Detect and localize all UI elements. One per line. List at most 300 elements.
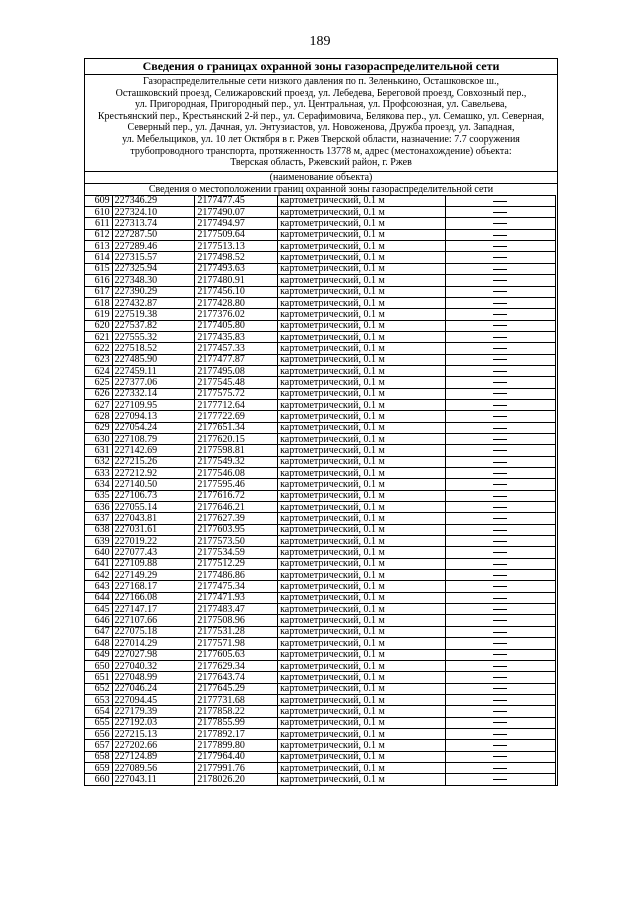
description-cell bbox=[445, 331, 555, 342]
description-cell bbox=[445, 218, 555, 229]
coordinate-y: 2177405.80 bbox=[195, 320, 278, 331]
table-row bbox=[85, 422, 556, 433]
dash-mark bbox=[493, 654, 507, 655]
measurement-method: картометрический, 0.1 м bbox=[278, 354, 446, 365]
point-number: 639 bbox=[85, 536, 113, 547]
coordinate-x: 227179.39 bbox=[112, 706, 195, 717]
dash-mark bbox=[493, 688, 507, 689]
description-cell bbox=[445, 581, 555, 592]
dash-mark bbox=[493, 223, 507, 224]
point-number: 645 bbox=[85, 604, 113, 615]
point-number: 632 bbox=[85, 456, 113, 467]
coordinate-x: 227048.99 bbox=[112, 672, 195, 683]
measurement-method: картометрический, 0.1 м bbox=[278, 445, 446, 456]
coordinate-x: 227031.61 bbox=[112, 524, 195, 535]
dash-mark bbox=[493, 314, 507, 315]
dash-mark bbox=[493, 212, 507, 213]
measurement-method: картометрический, 0.1 м bbox=[278, 740, 446, 751]
point-number: 622 bbox=[85, 343, 113, 354]
coordinate-y: 2177509.64 bbox=[195, 229, 278, 240]
table-row bbox=[85, 354, 556, 365]
dash-mark bbox=[493, 246, 507, 247]
measurement-method: картометрический, 0.1 м bbox=[278, 331, 446, 342]
measurement-method: картометрический, 0.1 м bbox=[278, 728, 446, 739]
coordinate-y: 2177428.80 bbox=[195, 297, 278, 308]
coordinate-y: 2177598.81 bbox=[195, 445, 278, 456]
dash-mark bbox=[493, 235, 507, 236]
dash-mark bbox=[493, 598, 507, 599]
coordinate-y: 2177495.08 bbox=[195, 365, 278, 376]
location-header: Сведения о местоположении границ охранной зоны газораспределительной сети bbox=[85, 183, 557, 195]
coordinate-y: 2177480.91 bbox=[195, 275, 278, 286]
coordinate-x: 227168.17 bbox=[112, 581, 195, 592]
description-line: ул. Мебельщиков, ул. 10 лет Октября в г. Ржев Тверской области, назначение: 7.7 сооружения bbox=[122, 133, 520, 145]
description-cell bbox=[445, 286, 555, 297]
coordinate-x: 227459.11 bbox=[112, 365, 195, 376]
table-row bbox=[85, 309, 556, 320]
description-cell bbox=[445, 445, 555, 456]
measurement-method: картометрический, 0.1 м bbox=[278, 694, 446, 705]
description-cell bbox=[445, 263, 555, 274]
point-number: 658 bbox=[85, 751, 113, 762]
coordinate-x: 227287.50 bbox=[112, 229, 195, 240]
description-cell bbox=[445, 649, 555, 660]
measurement-method: картометрический, 0.1 м bbox=[278, 320, 446, 331]
dash-mark bbox=[493, 382, 507, 383]
point-number: 611 bbox=[85, 218, 113, 229]
coordinate-x: 227147.17 bbox=[112, 604, 195, 615]
coordinate-x: 227040.32 bbox=[112, 660, 195, 671]
measurement-method: картометрический, 0.1 м bbox=[278, 513, 446, 524]
description-cell bbox=[445, 547, 555, 558]
point-number: 634 bbox=[85, 479, 113, 490]
coordinate-x: 227089.56 bbox=[112, 762, 195, 773]
table-row bbox=[85, 275, 556, 286]
table-row bbox=[85, 672, 556, 683]
coordinate-y: 2177549.32 bbox=[195, 456, 278, 467]
dash-mark bbox=[493, 734, 507, 735]
point-number: 641 bbox=[85, 558, 113, 569]
table-row bbox=[85, 490, 556, 501]
measurement-method: картометрический, 0.1 м bbox=[278, 660, 446, 671]
coordinate-x: 227390.29 bbox=[112, 286, 195, 297]
coordinate-y: 2177629.34 bbox=[195, 660, 278, 671]
coordinate-y: 2177616.72 bbox=[195, 490, 278, 501]
point-number: 638 bbox=[85, 524, 113, 535]
coordinate-x: 227289.46 bbox=[112, 241, 195, 252]
table-row bbox=[85, 388, 556, 399]
coordinate-x: 227094.13 bbox=[112, 411, 195, 422]
point-number: 637 bbox=[85, 513, 113, 524]
description-cell bbox=[445, 660, 555, 671]
dash-mark bbox=[493, 393, 507, 394]
point-number: 610 bbox=[85, 207, 113, 218]
description-cell bbox=[445, 762, 555, 773]
measurement-method: картометрический, 0.1 м bbox=[278, 502, 446, 513]
coordinate-x: 227485.90 bbox=[112, 354, 195, 365]
coordinate-y: 2177513.13 bbox=[195, 241, 278, 252]
measurement-method: картометрический, 0.1 м bbox=[278, 592, 446, 603]
dash-mark bbox=[493, 348, 507, 349]
coordinate-x: 227108.79 bbox=[112, 433, 195, 444]
coordinate-x: 227106.73 bbox=[112, 490, 195, 501]
coordinate-y: 2177645.29 bbox=[195, 683, 278, 694]
coordinate-x: 227215.13 bbox=[112, 728, 195, 739]
table-row bbox=[85, 320, 556, 331]
measurement-method: картометрический, 0.1 м bbox=[278, 207, 446, 218]
point-number: 629 bbox=[85, 422, 113, 433]
coordinate-y: 2177475.34 bbox=[195, 581, 278, 592]
measurement-method: картометрический, 0.1 м bbox=[278, 229, 446, 240]
measurement-method: картометрический, 0.1 м bbox=[278, 717, 446, 728]
point-number: 647 bbox=[85, 626, 113, 637]
coordinate-x: 227142.69 bbox=[112, 445, 195, 456]
measurement-method: картометрический, 0.1 м bbox=[278, 195, 446, 206]
dash-mark bbox=[493, 405, 507, 406]
object-name-label: (наименование объекта) bbox=[85, 171, 557, 183]
table-row bbox=[85, 468, 556, 479]
measurement-method: картометрический, 0.1 м bbox=[278, 343, 446, 354]
measurement-method: картометрический, 0.1 м bbox=[278, 706, 446, 717]
table-row bbox=[85, 536, 556, 547]
point-number: 636 bbox=[85, 502, 113, 513]
point-number: 648 bbox=[85, 638, 113, 649]
dash-mark bbox=[493, 337, 507, 338]
dash-mark bbox=[493, 722, 507, 723]
dash-mark bbox=[493, 643, 507, 644]
point-number: 640 bbox=[85, 547, 113, 558]
dash-mark bbox=[493, 201, 507, 202]
coordinate-y: 2177512.29 bbox=[195, 558, 278, 569]
coordinate-y: 2177494.97 bbox=[195, 218, 278, 229]
table-row bbox=[85, 626, 556, 637]
table-row bbox=[85, 263, 556, 274]
coordinate-y: 2177498.52 bbox=[195, 252, 278, 263]
description-cell bbox=[445, 252, 555, 263]
point-number: 642 bbox=[85, 570, 113, 581]
measurement-method: картометрический, 0.1 м bbox=[278, 399, 446, 410]
table-row bbox=[85, 456, 556, 467]
coordinate-y: 2177899.80 bbox=[195, 740, 278, 751]
table-row bbox=[85, 751, 556, 762]
measurement-method: картометрический, 0.1 м bbox=[278, 252, 446, 263]
description-cell bbox=[445, 751, 555, 762]
page-number: 189 bbox=[309, 34, 331, 49]
description-cell bbox=[445, 728, 555, 739]
coordinate-x: 227332.14 bbox=[112, 388, 195, 399]
dash-mark bbox=[493, 371, 507, 372]
dash-mark bbox=[493, 303, 507, 304]
coordinate-x: 227046.24 bbox=[112, 683, 195, 694]
dash-mark bbox=[493, 756, 507, 757]
coordinate-x: 227315.57 bbox=[112, 252, 195, 263]
coordinate-y: 2177605.63 bbox=[195, 649, 278, 660]
table-row bbox=[85, 592, 556, 603]
measurement-method: картометрический, 0.1 м bbox=[278, 309, 446, 320]
table-row bbox=[85, 740, 556, 751]
description-cell bbox=[445, 604, 555, 615]
coordinate-y: 2177493.63 bbox=[195, 263, 278, 274]
description-cell bbox=[445, 615, 555, 626]
point-number: 620 bbox=[85, 320, 113, 331]
table-row bbox=[85, 241, 556, 252]
coordinate-x: 227212.92 bbox=[112, 468, 195, 479]
coordinate-x: 227055.14 bbox=[112, 502, 195, 513]
dash-mark bbox=[493, 564, 507, 565]
table-row bbox=[85, 513, 556, 524]
description-cell bbox=[445, 365, 555, 376]
measurement-method: картометрический, 0.1 м bbox=[278, 479, 446, 490]
description-cell bbox=[445, 592, 555, 603]
coordinate-x: 227215.26 bbox=[112, 456, 195, 467]
table-row bbox=[85, 411, 556, 422]
measurement-method: картометрический, 0.1 м bbox=[278, 241, 446, 252]
table-row bbox=[85, 399, 556, 410]
description-cell bbox=[445, 638, 555, 649]
dash-mark bbox=[493, 530, 507, 531]
point-number: 613 bbox=[85, 241, 113, 252]
measurement-method: картометрический, 0.1 м bbox=[278, 762, 446, 773]
dash-mark bbox=[493, 507, 507, 508]
table-row bbox=[85, 558, 556, 569]
coordinate-x: 227124.89 bbox=[112, 751, 195, 762]
coordinate-y: 2177546.08 bbox=[195, 468, 278, 479]
coordinate-y: 2177531.28 bbox=[195, 626, 278, 637]
coordinate-x: 227555.32 bbox=[112, 331, 195, 342]
description-cell bbox=[445, 536, 555, 547]
description-line: ул. Пригородная, Пригородный пер., ул. Центральная, ул. Профсоюзная, ул. Савельева, bbox=[135, 99, 507, 111]
table-row bbox=[85, 286, 556, 297]
coordinate-y: 2177643.74 bbox=[195, 672, 278, 683]
point-number: 621 bbox=[85, 331, 113, 342]
table-row bbox=[85, 433, 556, 444]
description-line: трубопроводного транспорта, протяженность 13778 м, адрес (местонахождение) объекта: bbox=[130, 145, 512, 157]
description-cell bbox=[445, 513, 555, 524]
coordinate-y: 2177731.68 bbox=[195, 694, 278, 705]
measurement-method: картометрический, 0.1 м bbox=[278, 377, 446, 388]
coordinate-y: 2177892.17 bbox=[195, 728, 278, 739]
measurement-method: картометрический, 0.1 м bbox=[278, 638, 446, 649]
dash-mark bbox=[493, 586, 507, 587]
dash-mark bbox=[493, 257, 507, 258]
dash-mark bbox=[493, 666, 507, 667]
coordinate-y: 2177534.59 bbox=[195, 547, 278, 558]
coordinate-y: 2177376.02 bbox=[195, 309, 278, 320]
coordinate-x: 227043.11 bbox=[112, 774, 195, 785]
coordinate-y: 2177855.99 bbox=[195, 717, 278, 728]
coordinate-y: 2177858.22 bbox=[195, 706, 278, 717]
point-number: 628 bbox=[85, 411, 113, 422]
table-row bbox=[85, 660, 556, 671]
measurement-method: картометрический, 0.1 м bbox=[278, 297, 446, 308]
coordinate-x: 227109.88 bbox=[112, 558, 195, 569]
coordinate-x: 227107.66 bbox=[112, 615, 195, 626]
description-line: Тверская область, Ржевский район, г. Ржев bbox=[230, 157, 412, 169]
document-title: Сведения о границах охранной зоны газораспределительной сети bbox=[85, 59, 557, 75]
coordinate-x: 227027.98 bbox=[112, 649, 195, 660]
coordinate-x: 227325.94 bbox=[112, 263, 195, 274]
description-cell bbox=[445, 717, 555, 728]
description-line: Крестьянский пер., Крестьянский 2-й пер., ул. Серафимовича, Белякова пер., ул. Семашко, ул. Северная, bbox=[97, 110, 545, 122]
dash-mark bbox=[493, 632, 507, 633]
measurement-method: картометрический, 0.1 м bbox=[278, 263, 446, 274]
dash-mark bbox=[493, 416, 507, 417]
description-cell bbox=[445, 343, 555, 354]
measurement-method: картометрический, 0.1 м bbox=[278, 468, 446, 479]
measurement-method: картометрический, 0.1 м bbox=[278, 536, 446, 547]
dash-mark bbox=[493, 325, 507, 326]
coordinate-x: 227519.38 bbox=[112, 309, 195, 320]
coordinate-x: 227149.29 bbox=[112, 570, 195, 581]
description-line: Газораспределительные сети низкого давления по п. Зеленькино, Осташковское ш., bbox=[143, 76, 499, 87]
measurement-method: картометрический, 0.1 м bbox=[278, 490, 446, 501]
point-number: 651 bbox=[85, 672, 113, 683]
coordinate-y: 2178026.20 bbox=[195, 774, 278, 785]
coordinate-y: 2177471.93 bbox=[195, 592, 278, 603]
coordinate-x: 227348.30 bbox=[112, 275, 195, 286]
measurement-method: картометрический, 0.1 м bbox=[278, 751, 446, 762]
dash-mark bbox=[493, 745, 507, 746]
coordinate-x: 227166.08 bbox=[112, 592, 195, 603]
description-cell bbox=[445, 479, 555, 490]
measurement-method: картометрический, 0.1 м bbox=[278, 433, 446, 444]
coordinate-x: 227192.03 bbox=[112, 717, 195, 728]
coordinate-x: 227346.29 bbox=[112, 195, 195, 206]
description-cell bbox=[445, 241, 555, 252]
coordinate-x: 227377.06 bbox=[112, 377, 195, 388]
coordinate-x: 227077.43 bbox=[112, 547, 195, 558]
coordinate-y: 2177603.95 bbox=[195, 524, 278, 535]
table-row bbox=[85, 479, 556, 490]
table-row bbox=[85, 229, 556, 240]
description-cell bbox=[445, 706, 555, 717]
measurement-method: картометрический, 0.1 м bbox=[278, 649, 446, 660]
point-number: 649 bbox=[85, 649, 113, 660]
coordinate-y: 2177991.76 bbox=[195, 762, 278, 773]
point-number: 657 bbox=[85, 740, 113, 751]
coordinate-x: 227014.29 bbox=[112, 638, 195, 649]
coordinate-y: 2177490.07 bbox=[195, 207, 278, 218]
table-row bbox=[85, 683, 556, 694]
description-line: Северный пер., ул. Дачная, ул. Энтузиастов, ул. Новоженова, Дружба проезд, ул. Западная, bbox=[127, 122, 515, 134]
description-cell bbox=[445, 672, 555, 683]
object-description bbox=[85, 75, 557, 171]
coordinate-y: 2177627.39 bbox=[195, 513, 278, 524]
description-line: Осташковский проезд, Селижаровский проезд, ул. Лебедева, Береговой проезд, Совхозный пер., bbox=[115, 87, 527, 99]
coordinate-x: 227537.82 bbox=[112, 320, 195, 331]
description-cell bbox=[445, 490, 555, 501]
coordinate-y: 2177595.46 bbox=[195, 479, 278, 490]
coordinate-y: 2177545.48 bbox=[195, 377, 278, 388]
coordinate-y: 2177575.72 bbox=[195, 388, 278, 399]
table-row bbox=[85, 195, 556, 206]
coordinate-y: 2177477.87 bbox=[195, 354, 278, 365]
dash-mark bbox=[493, 496, 507, 497]
coordinate-y: 2177477.45 bbox=[195, 195, 278, 206]
description-cell bbox=[445, 683, 555, 694]
coordinate-y: 2177457.33 bbox=[195, 343, 278, 354]
measurement-method: картометрический, 0.1 м bbox=[278, 672, 446, 683]
description-cell bbox=[445, 411, 555, 422]
table-row bbox=[85, 717, 556, 728]
measurement-method: картометрический, 0.1 м bbox=[278, 570, 446, 581]
dash-mark bbox=[493, 450, 507, 451]
coordinate-y: 2177722.69 bbox=[195, 411, 278, 422]
dash-mark bbox=[493, 768, 507, 769]
point-number: 617 bbox=[85, 286, 113, 297]
table-row bbox=[85, 343, 556, 354]
table-row bbox=[85, 365, 556, 376]
dash-mark bbox=[493, 462, 507, 463]
table-row bbox=[85, 252, 556, 263]
dash-mark bbox=[493, 359, 507, 360]
point-number: 631 bbox=[85, 445, 113, 456]
dash-mark bbox=[493, 575, 507, 576]
description-cell bbox=[445, 309, 555, 320]
measurement-method: картометрический, 0.1 м bbox=[278, 365, 446, 376]
measurement-method: картометрический, 0.1 м bbox=[278, 581, 446, 592]
description-cell bbox=[445, 694, 555, 705]
description-cell bbox=[445, 456, 555, 467]
description-cell bbox=[445, 275, 555, 286]
table-row bbox=[85, 728, 556, 739]
point-number: 626 bbox=[85, 388, 113, 399]
dash-mark bbox=[493, 700, 507, 701]
table-row bbox=[85, 649, 556, 660]
table-row bbox=[85, 524, 556, 535]
point-number: 652 bbox=[85, 683, 113, 694]
point-number: 635 bbox=[85, 490, 113, 501]
description-cell bbox=[445, 399, 555, 410]
point-number: 650 bbox=[85, 660, 113, 671]
point-number: 612 bbox=[85, 229, 113, 240]
measurement-method: картометрический, 0.1 м bbox=[278, 615, 446, 626]
table-row bbox=[85, 774, 556, 785]
dash-mark bbox=[493, 518, 507, 519]
description-cell bbox=[445, 388, 555, 399]
point-number: 625 bbox=[85, 377, 113, 388]
coordinate-y: 2177651.34 bbox=[195, 422, 278, 433]
document-table-frame bbox=[84, 58, 558, 786]
coordinate-y: 2177712.64 bbox=[195, 399, 278, 410]
table-row bbox=[85, 207, 556, 218]
description-cell bbox=[445, 774, 555, 785]
dash-mark bbox=[493, 484, 507, 485]
coordinate-x: 227043.81 bbox=[112, 513, 195, 524]
point-number: 623 bbox=[85, 354, 113, 365]
measurement-method: картометрический, 0.1 м bbox=[278, 626, 446, 637]
description-cell bbox=[445, 297, 555, 308]
measurement-method: картометрический, 0.1 м bbox=[278, 218, 446, 229]
coordinate-y: 2177486.86 bbox=[195, 570, 278, 581]
description-cell bbox=[445, 468, 555, 479]
table-row bbox=[85, 297, 556, 308]
dash-mark bbox=[493, 439, 507, 440]
dash-mark bbox=[493, 541, 507, 542]
table-row bbox=[85, 581, 556, 592]
coordinate-y: 2177456.10 bbox=[195, 286, 278, 297]
table-row bbox=[85, 218, 556, 229]
point-number: 656 bbox=[85, 728, 113, 739]
coordinate-x: 227518.52 bbox=[112, 343, 195, 354]
point-number: 653 bbox=[85, 694, 113, 705]
point-number: 643 bbox=[85, 581, 113, 592]
point-number: 633 bbox=[85, 468, 113, 479]
coordinate-y: 2177620.15 bbox=[195, 433, 278, 444]
coordinate-x: 227324.10 bbox=[112, 207, 195, 218]
coordinate-x: 227432.87 bbox=[112, 297, 195, 308]
coordinate-y: 2177573.50 bbox=[195, 536, 278, 547]
